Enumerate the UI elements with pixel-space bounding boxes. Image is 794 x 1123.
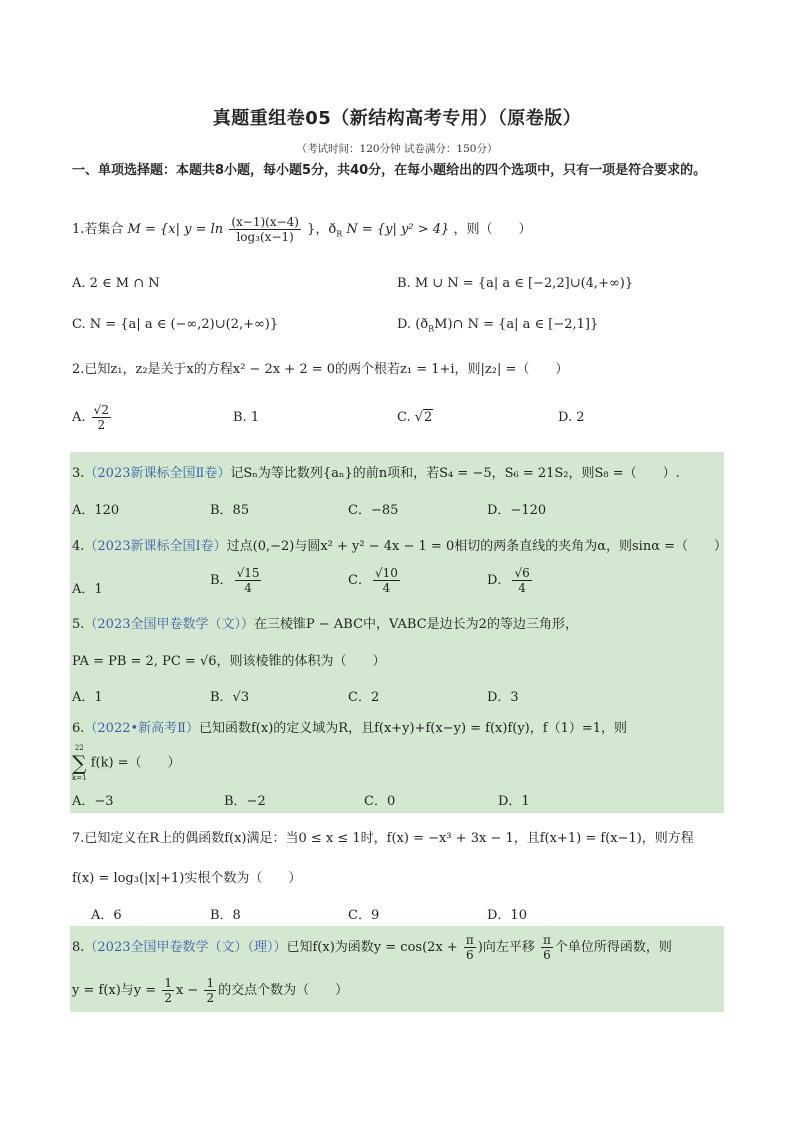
q5-option-d: D．3 (487, 690, 519, 705)
question-3-stem: 3.（2023新课标全国Ⅱ卷）记Sₙ为等比数列{aₙ}的前n项和，若S₄ = −5，S₆ = 21S₂，则S₈ =（ ）. (72, 466, 680, 481)
q6-option-a: A．−3 (72, 794, 114, 809)
q5-option-b: B．√3 (210, 690, 250, 705)
q6-option-c: C．0 (364, 794, 396, 809)
q1-option-c: C. N = {a| a ∈ (−∞,2)∪(2,+∞)} (72, 317, 279, 332)
q7-option-a: A．6 (91, 908, 122, 923)
q1-fraction: $\frac{(x-1)(x-4)}{\text{log₃(x−1)}}$ (231, 215, 299, 244)
q2-option-b: B. 1 (233, 410, 260, 425)
question-7-stem: 7.已知定义在R上的偶函数f(x)满足：当0 ≤ x ≤ 1时，f(x) = −x³ + 3x − 1，且f(x+1) = f(x−1)，则方程 (72, 831, 694, 846)
q3-option-c: C．−85 (348, 503, 399, 518)
exam-info: （考试时间：120分钟 试卷满分：150分） (296, 143, 498, 155)
q3-option-d: D．−120 (487, 503, 547, 518)
question-5-stem-2: PA = PB = 2, PC = √6，则该棱锥的体积为（ ） (72, 654, 386, 669)
q2-option-d: D. 2 (558, 410, 585, 425)
q7-option-c: C．9 (348, 908, 380, 923)
q3-option-a: A．120 (72, 503, 120, 518)
q1-option-b: B. M ∪ N = {a| a ∈ [−2,2]∪(4,+∞)} (397, 276, 634, 291)
q7-option-d: D．10 (487, 908, 527, 923)
q4-option-c: C． $\frac{√10}{4}$ (348, 566, 398, 595)
q5-option-a: A．1 (72, 690, 103, 705)
question-7-stem-2: f(x) = log₃(|x|+1)实根个数为（ ） (72, 871, 302, 886)
question-2-stem: 2.已知z₁，z₂是关于x的方程x² − 2x + 2 = 0的两个根若z₁ = 1+i，则|z₂| =（ ） (72, 362, 569, 377)
section-instruction: 一、单项选择题：本题共8小题，每小题5分，共40分，在每小题给出的四个选项中，只有一项是符合要求的。 (72, 163, 707, 178)
question-6-stem: 6.（2022•新高考Ⅱ）已知函数f(x)的定义域为R，且f(x+y)+f(x−y) = f(x)f(y)，f（1）=1，则 (72, 721, 628, 736)
question-8-stem-2: y = f(x)与y = $\frac{1}{2}$ x − $\frac{1}{2}$ 的交点个数为（ ） (72, 976, 349, 1005)
q6-option-d: D．1 (498, 794, 530, 809)
question-5-stem: 5.（2023全国甲卷数学（文））在三棱锥P − ABC中，VABC是边长为2的等边三角形， (72, 617, 578, 632)
q5-option-c: C．2 (348, 690, 380, 705)
question-1-stem: 1.若集合 M = {x| y = ln $\frac{(x-1)(x-4)}{\text{log₃(x−1)}}$ }，$ð_R$ N = {y| y² > 4} ，则（ ） (72, 215, 532, 244)
q1-option-a: A. 2 ∈ M ∩ N (72, 276, 160, 291)
q3-option-b: B．85 (210, 503, 250, 518)
q1-option-d: D. $(ð_RM)\cap$ N = {a| a ∈ [−2,1]} (397, 317, 599, 334)
q4-option-b: B． $\frac{√15}{4}$ (210, 566, 260, 595)
q2-option-c: C. √2 (397, 410, 433, 425)
question-8-stem: 8.（2023全国甲卷数学（文）（理））已知f(x)为函数y = cos(2x + $\frac{\pi}{6}$ )向左平移 $\frac{\pi}{6}$ 个单位所得函数，则 (72, 933, 672, 962)
question-6-sum: 22 ∑ k=1 f(k) =（ ） (72, 744, 181, 782)
question-4-stem: 4.（2023新课标全国Ⅰ卷）过点(0,−2)与圆x² + y² − 4x − 1 = 0相切的两条直线的夹角为α，则sinα =（ ） (72, 539, 728, 554)
q2-option-a: A. $\frac{√2}{2}$ (72, 403, 109, 432)
q7-option-b: B．8 (210, 908, 241, 923)
q4-option-d: D． $\frac{√6}{4}$ (487, 566, 530, 595)
q4-option-a: A．1 (72, 582, 103, 597)
sigma-symbol: ∑ (72, 751, 87, 775)
q6-option-b: B．−2 (224, 794, 266, 809)
page-title: 真题重组卷05（新结构高考专用）（原卷版） (212, 108, 582, 129)
